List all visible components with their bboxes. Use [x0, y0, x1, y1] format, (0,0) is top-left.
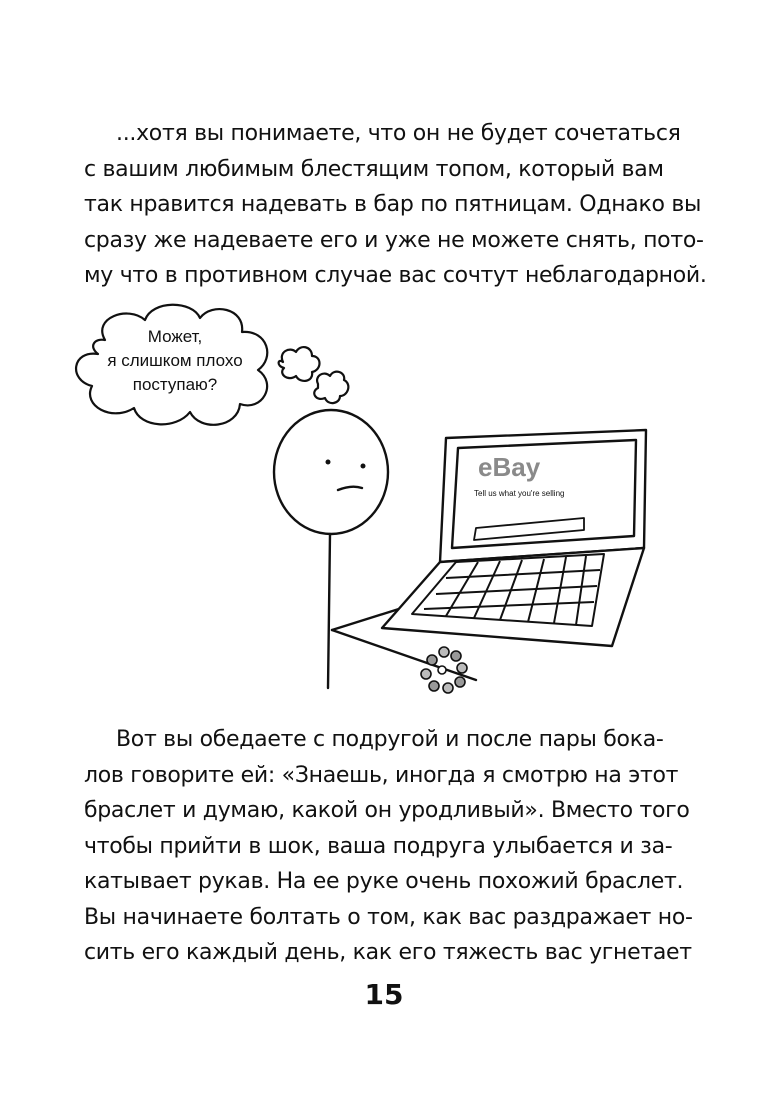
paragraph-2 — [84, 722, 693, 971]
paragraph-1 — [84, 116, 707, 294]
laptop-prompt: Tell us what you're selling — [474, 489, 565, 498]
text-line: чтобы прийти в шок, ваша подруга улыбается и за- — [84, 833, 673, 859]
text-line: Вот вы обедаете с подругой и после пары бока- — [116, 727, 664, 752]
text-line: катывает рукав. На ее руке очень похожий браслет. — [84, 869, 684, 894]
illustration — [0, 300, 768, 710]
text-line: Вы начинаете болтать о том, как вас раздражает но- — [84, 904, 693, 930]
bracelet — [421, 647, 467, 693]
text-line: сить его каждый день, как его тяжесть вас угнетает — [84, 940, 692, 965]
text-line: ...хотя вы понимаете, что он не будет сочетаться — [116, 121, 681, 146]
text-line: му что в противном случае вас сочтут неблагодарной. — [84, 263, 707, 288]
text-line: браслет и думаю, какой он уродливый». Вместо того — [84, 798, 690, 823]
thought-line-2: я слишком плохо — [107, 351, 243, 370]
page-number: 15 — [364, 978, 404, 1011]
text-line: с вашим любимым блестящим топом, который вам — [84, 156, 664, 182]
thought-line-1: Может, — [147, 327, 203, 346]
laptop-logo: eBay — [478, 452, 541, 482]
text-line: сразу же надеваете его и уже не можете снять, пото- — [84, 227, 704, 253]
text-line: так нравится надевать в бар по пятницам. Однако вы — [84, 192, 702, 217]
text-line: лов говорите ей: «Знаешь, иногда я смотрю на этот — [84, 762, 679, 788]
thought-line-3: поступаю? — [132, 375, 218, 394]
